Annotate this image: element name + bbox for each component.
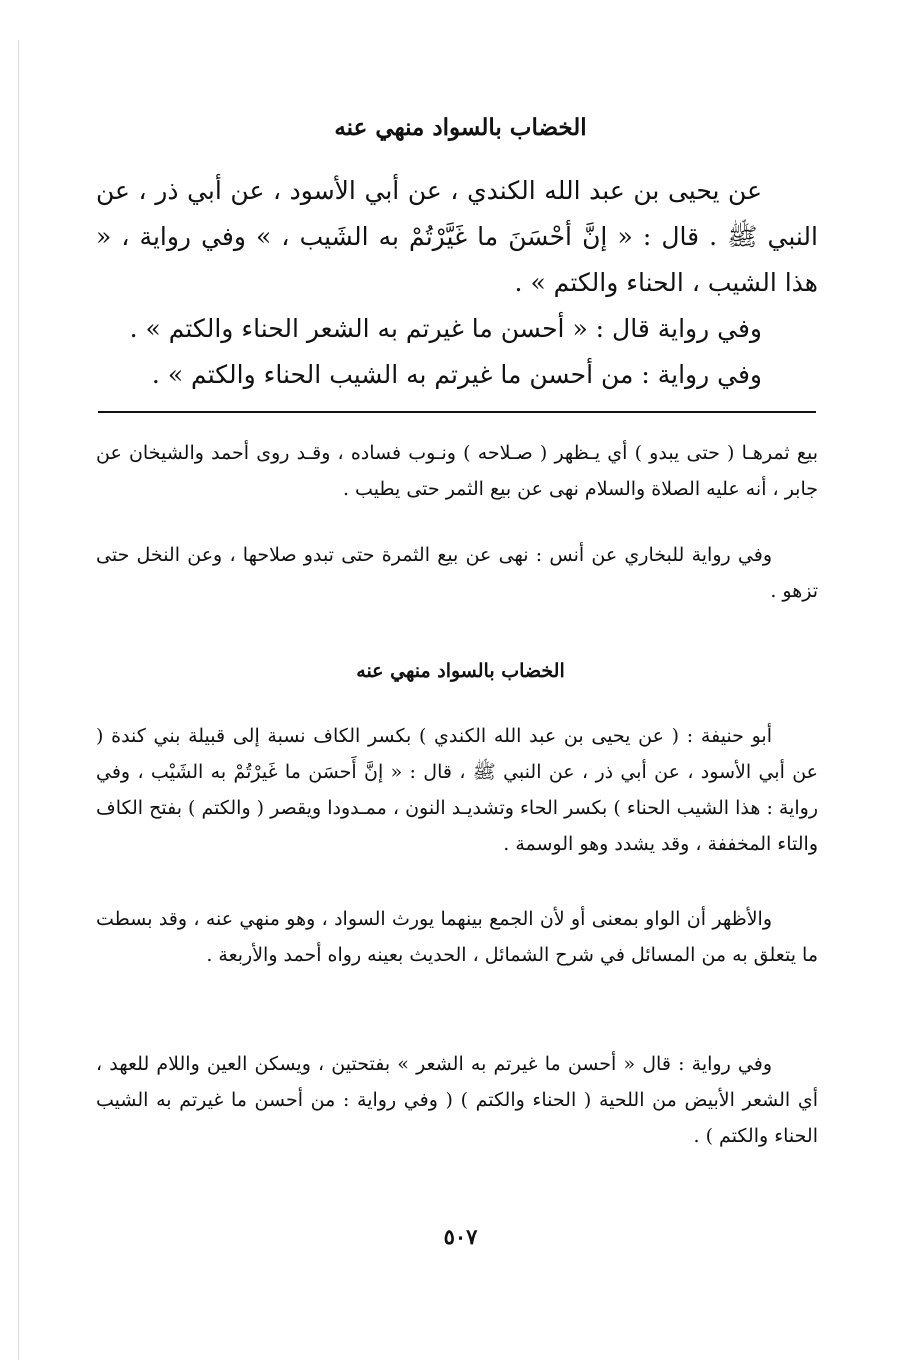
commentary-paragraph: والأظهر أن الواو بمعنى أو لأن الجمع بينهما يورث السواد ، وهو منهي عنه ، وقد بسطت ما يتعلق به من المسائل في شرح الشمائل ، الحديث بعينه رواه أحمد والأربعة . (96, 908, 818, 966)
commentary-title: الخضاب بالسواد منهي عنه (356, 660, 565, 682)
section-divider (98, 411, 816, 413)
commentary-paragraph: وفي رواية : قال « أحسن ما غيرتم به الشعر » بفتحتين ، ويسكن العين واللام للعهد ، أي الشعر الأبيض من اللحية ( الحناء والكتم ) ( وفي رواية : من أحسن ما غيرتم به الشيب الحناء والكتم ) . (96, 1053, 818, 1147)
hadith-paragraph: وفي رواية : من أحسن ما غيرتم به الشيب الحناء والكتم » . (151, 360, 762, 389)
page-number: ٥٠٧ (443, 1224, 478, 1249)
commentary-paragraph: أبو حنيفة : ( عن يحيى بن عبد الله الكندي ) بكسر الكاف نسبة إلى قبيلة بني كندة ( عن أبي الأسود ، عن أبي ذر ، عن النبي ﷺ ، قال : « إنَّ أَحسَن ما غَيرْتُمْ به الشَيْب ، وفي رواية : هذا الشيب الحناء ) بكسر الحاء وتشديـد النون ، ممـدودا ويقصر ( والكتم ) بفتح الكاف والتاء المخففة ، وقد يشدد وهو الوسمة . (96, 725, 818, 855)
commentary-paragraph: وفي رواية للبخاري عن أنس : نهى عن بيع الثمرة حتى تبدو صلاحها ، وعن النخل حتى تزهو . (96, 544, 818, 602)
commentary-paragraph: بيع ثمرهـا ( حتى يبدو ) أي يـظهر ( صـلاحه ) ونـوب فساده ، وقـد روى أحمد والشيخان عن جابر ، أنه عليه الصلاة والسلام نهى عن بيع الثمر حتى يطيب . (96, 442, 818, 500)
hadith-paragraph: عن يحيى بن عبد الله الكندي ، عن أبي الأسود ، عن أبي ذر ، عن النبي ﷺ . قال : « إنَّ أحْسَنَ ما غَيَّرْتُمْ به الشَيب ، » وفي رواية ، « هذا الشيب ، الحناء والكتم » . (96, 176, 818, 297)
scan-margin-line (18, 40, 19, 1360)
section-title: الخضاب بالسواد منهي عنه (334, 114, 587, 141)
hadith-paragraph: وفي رواية قال : « أحسن ما غيرتم به الشعر الحناء والكتم » . (129, 314, 762, 343)
